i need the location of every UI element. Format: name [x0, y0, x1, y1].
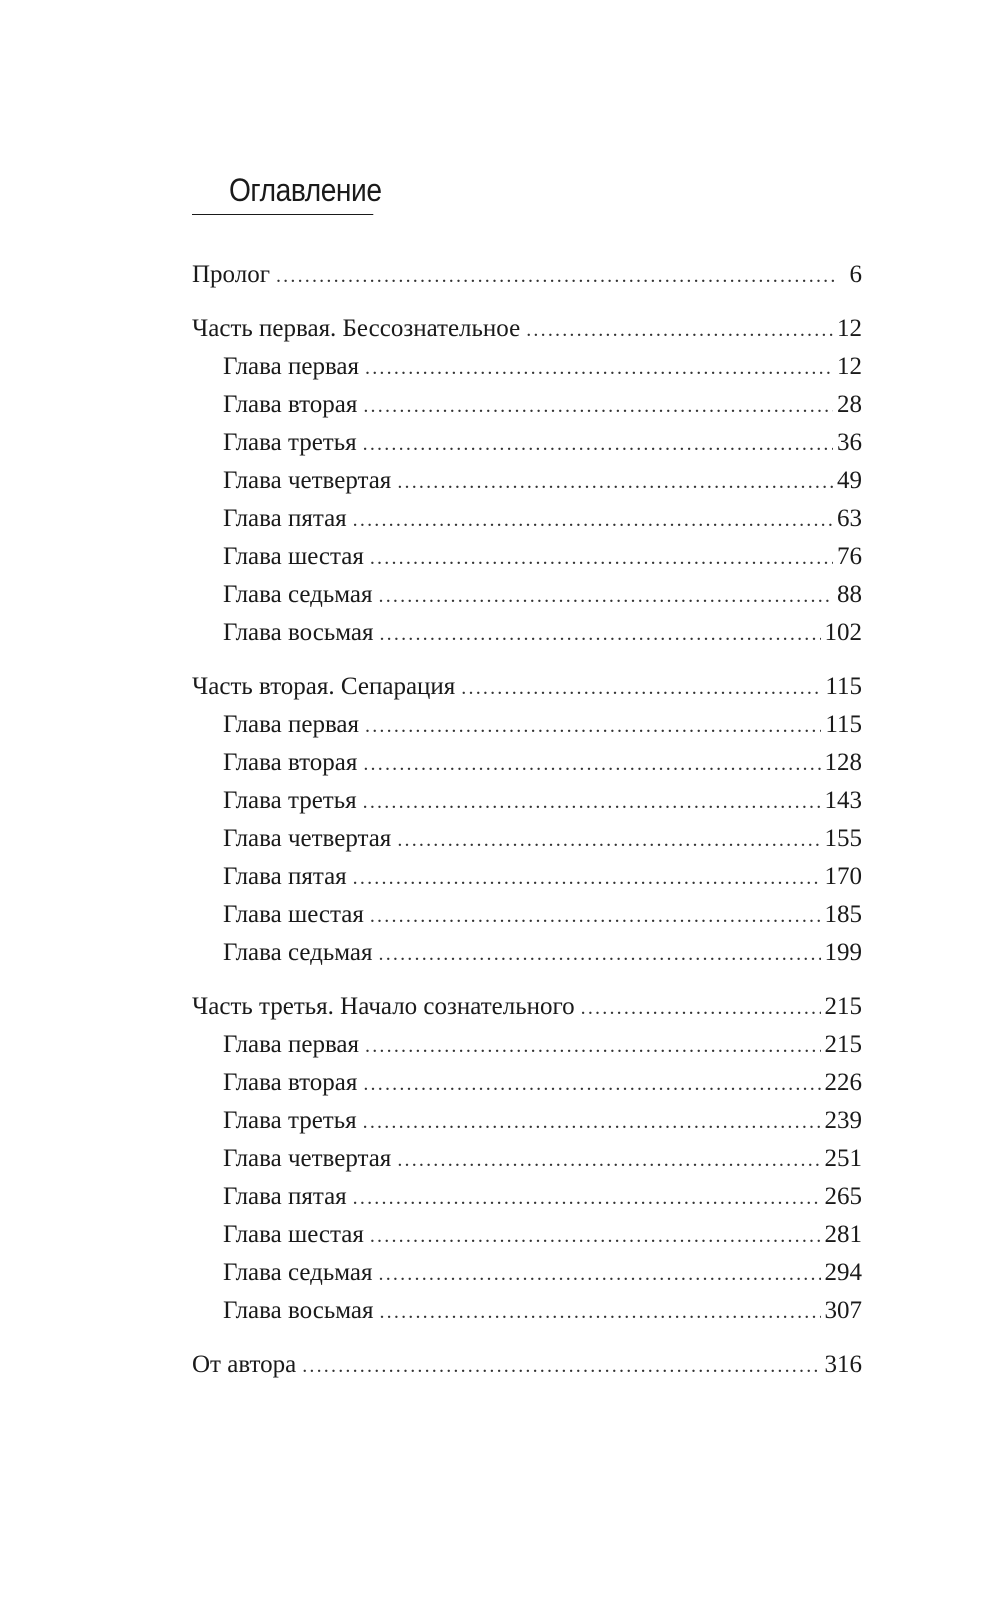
toc-entry-title: Глава седьмая — [223, 1259, 373, 1286]
dot-leader — [379, 577, 834, 615]
toc-entry-title: Глава пятая — [223, 505, 347, 532]
toc-entry-chapter — [192, 858, 862, 896]
toc-entry-page-number: 128 — [824, 749, 862, 776]
dot-leader — [353, 501, 833, 539]
dot-leader — [353, 859, 821, 897]
toc-entry-page-number: 215 — [824, 993, 862, 1020]
toc-entry-page-number: 215 — [824, 1031, 862, 1058]
toc-group — [192, 1346, 862, 1384]
toc-entry-chapter — [192, 1064, 862, 1102]
toc-entry-title: Глава седьмая — [223, 581, 373, 608]
dot-leader — [363, 783, 821, 821]
toc-entry-chapter — [192, 500, 862, 538]
toc-entry-title: Глава четвертая — [223, 825, 392, 852]
toc-entry-chapter — [192, 538, 862, 576]
toc-entry-page-number: 12 — [837, 315, 862, 342]
dot-leader — [461, 669, 821, 707]
toc-entry-title: Пролог — [192, 261, 270, 288]
toc-entry-title: Глава шестая — [223, 543, 364, 570]
toc-entry-title: Глава вторая — [223, 1069, 358, 1096]
toc-entry-page-number: 307 — [824, 1297, 862, 1324]
toc-entry-page-number: 12 — [837, 353, 862, 380]
toc-entry-page-number: 251 — [824, 1145, 862, 1172]
dot-leader — [397, 821, 820, 859]
toc-list — [192, 256, 862, 1400]
toc-entry-chapter — [192, 386, 862, 424]
toc-entry-title: Глава первая — [223, 1031, 360, 1058]
toc-entry-chapter — [192, 934, 862, 972]
toc-entry-title: Глава первая — [223, 711, 360, 738]
toc-entry-page-number: 76 — [837, 543, 862, 570]
dot-leader — [363, 425, 833, 463]
toc-entry-chapter — [192, 782, 862, 820]
toc-entry-page-number: 102 — [824, 619, 862, 646]
toc-entry-title: Глава третья — [223, 787, 357, 814]
dot-leader — [370, 1217, 821, 1255]
toc-entry-page-number: 63 — [837, 505, 862, 532]
toc-entry-section — [192, 668, 862, 706]
toc-entry-page-number: 226 — [824, 1069, 862, 1096]
toc-entry-chapter — [192, 1140, 862, 1178]
dot-leader — [363, 387, 833, 425]
toc-entry-title: Глава седьмая — [223, 939, 373, 966]
toc-entry-page-number: 281 — [824, 1221, 862, 1248]
dot-leader — [526, 311, 833, 349]
toc-entry-title: Глава вторая — [223, 391, 358, 418]
toc-entry-title: Глава третья — [223, 429, 357, 456]
toc-entry-page-number: 199 — [824, 939, 862, 966]
dot-leader — [302, 1347, 820, 1385]
toc-entry-chapter — [192, 1216, 862, 1254]
toc-entry-chapter — [192, 614, 862, 652]
toc-group — [192, 668, 862, 972]
toc-entry-page-number: 36 — [837, 429, 862, 456]
toc-entry-page-number: 170 — [824, 863, 862, 890]
toc-group — [192, 988, 862, 1330]
toc-entry-title: Глава четвертая — [223, 1145, 392, 1172]
dot-leader — [365, 707, 821, 745]
toc-entry-title: Часть третья. Начало сознательного — [192, 993, 575, 1020]
toc-entry-chapter — [192, 744, 862, 782]
toc-entry-title: Глава шестая — [223, 1221, 364, 1248]
dot-leader — [370, 539, 833, 577]
toc-entry-page-number: 49 — [837, 467, 862, 494]
toc-entry-chapter — [192, 820, 862, 858]
dot-leader — [379, 615, 820, 653]
toc-entry-page-number: 115 — [825, 711, 862, 738]
toc-group — [192, 256, 862, 294]
dot-leader — [363, 745, 820, 783]
toc-entry-chapter — [192, 424, 862, 462]
toc-entry-chapter — [192, 576, 862, 614]
toc-entry-title: От автора — [192, 1351, 297, 1378]
dot-leader — [353, 1179, 821, 1217]
toc-entry-chapter — [192, 1254, 862, 1292]
dot-leader — [379, 1255, 821, 1293]
toc-entry-chapter — [192, 1292, 862, 1330]
dot-leader — [365, 349, 833, 387]
toc-entry-title: Глава восьмая — [223, 1297, 374, 1324]
toc-entry-chapter — [192, 1026, 862, 1064]
toc-entry-page-number: 88 — [837, 581, 862, 608]
dot-leader — [379, 1293, 820, 1331]
toc-entry-page-number: 185 — [824, 901, 862, 928]
dot-leader — [397, 463, 833, 501]
toc-entry-page-number: 239 — [824, 1107, 862, 1134]
toc-entry-title: Глава шестая — [223, 901, 364, 928]
toc-entry-title: Глава первая — [223, 353, 360, 380]
dot-leader — [397, 1141, 820, 1179]
toc-entry-page-number: 143 — [824, 787, 862, 814]
dot-leader — [363, 1103, 821, 1141]
toc-entry-title: Глава четвертая — [223, 467, 392, 494]
dot-leader — [363, 1065, 820, 1103]
toc-entry-page-number: 28 — [837, 391, 862, 418]
toc-entry-page-number: 115 — [825, 673, 862, 700]
toc-group — [192, 310, 862, 652]
toc-entry-title: Часть вторая. Сепарация — [192, 673, 456, 700]
toc-entry-chapter — [192, 706, 862, 744]
toc-entry-chapter — [192, 1102, 862, 1140]
toc-entry-page-number: 294 — [824, 1259, 862, 1286]
toc-entry-page-number: 316 — [824, 1351, 862, 1378]
toc-entry-section — [192, 256, 862, 294]
toc-entry-title: Глава вторая — [223, 749, 358, 776]
toc-entry-chapter — [192, 1178, 862, 1216]
toc-entry-section — [192, 310, 862, 348]
toc-entry-title: Глава пятая — [223, 1183, 347, 1210]
toc-entry-page-number: 265 — [824, 1183, 862, 1210]
toc-entry-chapter — [192, 348, 862, 386]
dot-leader — [276, 257, 836, 295]
toc-entry-chapter — [192, 462, 862, 500]
toc-entry-page-number: 6 — [849, 261, 862, 288]
dot-leader — [581, 989, 821, 1027]
toc-entry-chapter — [192, 896, 862, 934]
toc-entry-section — [192, 1346, 862, 1384]
dot-leader — [379, 935, 821, 973]
toc-heading: Оглавление — [192, 168, 373, 215]
dot-leader — [365, 1027, 820, 1065]
dot-leader — [370, 897, 821, 935]
toc-entry-title: Глава третья — [223, 1107, 357, 1134]
toc-entry-title: Глава пятая — [223, 863, 347, 890]
toc-entry-page-number: 155 — [824, 825, 862, 852]
toc-entry-section — [192, 988, 862, 1026]
toc-entry-title: Часть первая. Бессознательное — [192, 315, 521, 342]
toc-entry-title: Глава восьмая — [223, 619, 374, 646]
